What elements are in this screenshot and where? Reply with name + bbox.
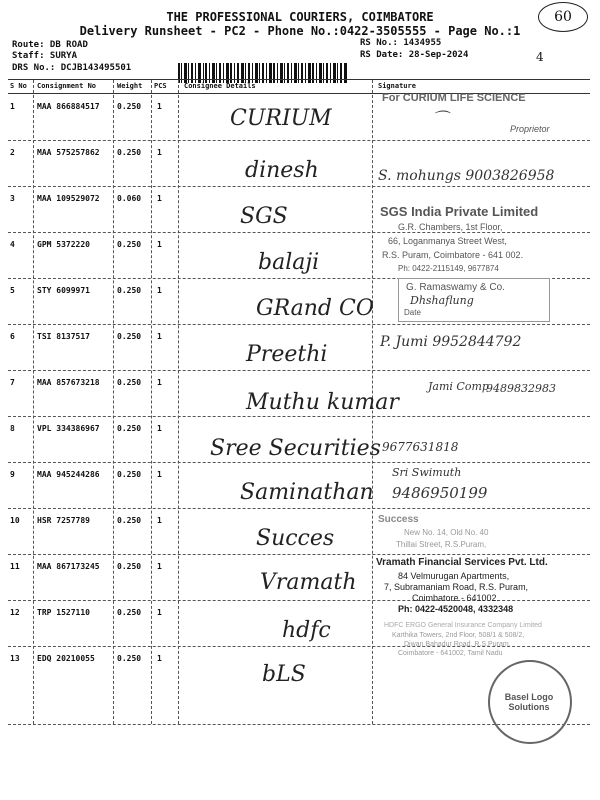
stamp-address-line: 84 Velmurugan Apartments, [398,571,510,581]
row-signature: P. Jumi 9952844792 [380,334,522,350]
row-pcs: 1 [157,194,162,203]
row-consignment-no: MAA 575257862 [37,148,100,157]
page-count-mark: 60 [538,2,588,32]
row-consignment-no: TSI 8137517 [37,332,90,341]
row-pcs: 1 [157,332,162,341]
stamp-address-line: Coimbatore - 641002. [412,593,500,603]
row-pcs: 1 [157,516,162,525]
col-weight-header: Weight [117,82,143,90]
row-sno: 6 [10,332,15,341]
row-consignment-no: MAA 945244286 [37,470,100,479]
row-consignment-no: MAA 109529072 [37,194,100,203]
row-consignee-handwriting: bLS [262,662,306,687]
row-sno: 11 [10,562,20,571]
row-consignment-no: EDQ 20210055 [37,654,95,663]
row-signature-name: Jami Comp [428,380,489,393]
row-consignee-handwriting: balaji [258,250,320,275]
stamp-date-label: Date [404,308,421,317]
row-consignee-handwriting: Sree Securities [210,436,381,461]
stamp-signature: Dhshaflung [410,294,474,307]
row-separator [8,416,590,417]
stamp-phone-line: Ph: 0422-4520048, 4332348 [398,604,514,614]
row-signature-stamp: Vramath Financial Services Pvt. Ltd. [376,557,548,568]
column-divider [178,80,179,724]
row-weight: 0.250 [117,378,142,387]
row-weight: 0.250 [117,286,142,295]
row-pcs: 1 [157,240,162,249]
row-consignee-handwriting: hdfc [282,618,331,643]
row-separator [8,370,590,371]
row-sno: 2 [10,148,15,157]
row-sno: 9 [10,470,15,479]
stamp-address-line: 66, Loganmanya Street West, [388,236,507,246]
row-sno: 13 [10,654,20,663]
row-consignment-no: STY 6099971 [37,286,90,295]
column-divider [151,80,152,724]
row-pcs: 1 [157,470,162,479]
runsheet-subtitle: Delivery Runsheet - PC2 - Phone No.:0422-3505555 - Page No.:1 [79,24,521,38]
row-sno: 7 [10,378,15,387]
column-divider [33,80,34,724]
stamp-address-line: Diwan Bahadur Road, R.S.Puram, [404,641,511,648]
row-weight: 0.250 [117,562,142,571]
corner-handwritten-mark: 4 [536,50,544,64]
barcode-image [178,63,348,83]
row-signature-stamp: Success [378,514,419,525]
row-pcs: 1 [157,424,162,433]
row-consignment-no: TRP 1527110 [37,608,90,617]
row-consignment-no: GPM 5372220 [37,240,90,249]
col-pcs-header: PCS [154,82,167,90]
col-consignment-header: Consignment No [37,82,97,90]
row-consignment-no: MAA 867173245 [37,562,100,571]
row-pcs: 1 [157,102,162,111]
company-title: THE PROFESSIONAL COURIERS, COIMBATORE [166,10,434,24]
row-separator [8,600,590,601]
row-separator [8,140,590,141]
row-sno: 5 [10,286,15,295]
stamp-phone-line: Ph: 0422-2115149, 9677874 [398,264,499,273]
drs-number: DRS No.: DCJB143495501 [12,63,132,73]
row-consignee-handwriting: dinesh [245,158,319,183]
row-signature-stamp: G. Ramaswamy & Co. [406,282,505,293]
row-pcs: 1 [157,608,162,617]
col-consignee-header: Consignee Details [184,82,256,90]
row-sno: 3 [10,194,15,203]
row-weight: 0.250 [117,102,142,111]
row-weight: 0.250 [117,148,142,157]
row-weight: 0.250 [117,470,142,479]
row-consignment-no: MAA 866884517 [37,102,100,111]
row-weight: 0.250 [117,424,142,433]
rs-date: RS Date: 28-Sep-2024 [360,50,469,60]
table-top-rule [8,79,590,80]
rs-number: RS No.: 1434955 [360,38,442,48]
stamp-address-line: New No. 14, Old No. 40 [404,528,489,537]
row-pcs: 1 [157,378,162,387]
row-signature: S. mohungs 9003826958 [378,168,555,184]
row-separator [8,186,590,187]
col-sno-header: S No [10,82,27,90]
row-signature-stamp: SGS India Private Limited [380,204,539,219]
col-signature-header: Signature [378,82,416,90]
stamp-address-line: Coimbatore - 641002, Tamil Nadu [398,650,503,657]
column-divider [113,80,114,724]
stamp-address-line: Thillai Street, R.S.Puram, [396,540,487,549]
row-signature: 9489832983 [486,382,556,395]
row-weight: 0.250 [117,240,142,249]
seal-text: Basel Logo Solutions [504,692,554,712]
row-consignee-handwriting: CURIUM [230,106,332,131]
row-separator [8,324,590,325]
signature-scribble: ⌒ [432,109,449,128]
route-label: Route: DB ROAD [12,40,88,50]
stamp-address-line: Karthika Towers, 2nd Floor, 508/1 & 508/2, [392,632,525,639]
row-consignee-handwriting: SGS [240,204,288,229]
row-signature-name: Sri Swimuth [392,466,462,479]
row-weight: 0.250 [117,654,142,663]
row-weight: 0.250 [117,608,142,617]
row-sno: 8 [10,424,15,433]
row-separator [8,462,590,463]
row-signature: 9486950199 [392,484,488,502]
row-sno: 12 [10,608,20,617]
row-consignment-no: MAA 857673218 [37,378,100,387]
stamp-address-line: G.R. Chambers, 1st Floor, [398,222,503,232]
row-signature: 9677631818 [382,440,459,454]
row-signature-stamp: For CURIUM LIFE SCIENCE [382,92,526,104]
row-pcs: 1 [157,148,162,157]
row-consignee-handwriting: Preethi [246,342,328,367]
row-pcs: 1 [157,562,162,571]
row-consignee-handwriting: Saminathan [240,480,374,505]
row-consignment-no: HSR 7257789 [37,516,90,525]
row-consignee-handwriting: GRand CO [256,296,374,321]
stamp-proprietor: Proprietor [510,124,550,134]
row-pcs: 1 [157,286,162,295]
row-weight: 0.250 [117,332,142,341]
row-sno: 10 [10,516,20,525]
row-separator [8,232,590,233]
row-consignee-handwriting: Vramath [260,570,357,595]
staff-label: Staff: SURYA [12,51,78,61]
row-pcs: 1 [157,654,162,663]
row-consignee-handwriting: Muthu kumar [246,390,399,415]
row-consignee-handwriting: Succes [256,526,335,551]
row-signature-stamp: HDFC ERGO General Insurance Company Limited [384,622,542,629]
stamp-address-line: R.S. Puram, Coimbatore - 641 002. [382,250,524,260]
row-sno: 4 [10,240,15,249]
row-sno: 1 [10,102,15,111]
row-separator [8,554,590,555]
row-weight: 0.060 [117,194,142,203]
stamp-address-line: 7, Subramaniam Road, R.S. Puram, [384,582,529,592]
row-consignment-no: VPL 334386967 [37,424,100,433]
row-separator [8,508,590,509]
row-weight: 0.250 [117,516,142,525]
